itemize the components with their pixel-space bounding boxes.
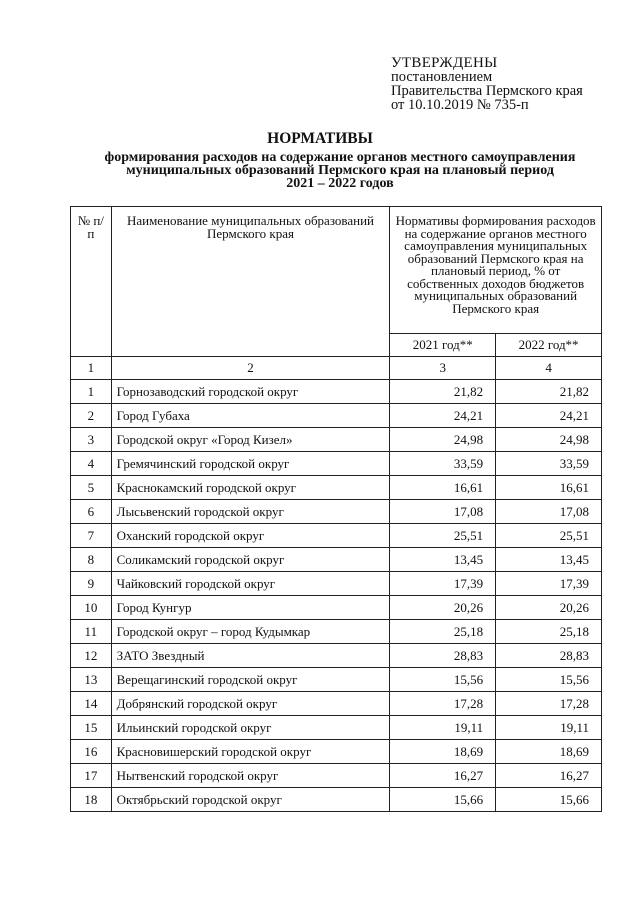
subtitle-line: муниципальных образований Пермского края на плановый период [126, 163, 554, 178]
municipality-name: Краснокамский городской округ [111, 476, 390, 500]
municipality-name: Октябрьский городской округ [111, 788, 390, 812]
approval-line: постановлением [391, 69, 493, 85]
header-num: № п/п [71, 207, 112, 357]
header-name: Наименование муниципальных образований Пермского края [111, 207, 390, 357]
municipality-name: Ильинский городской округ [111, 716, 390, 740]
municipality-name: Городской округ – город Кудымкар [111, 620, 390, 644]
norm-2021: 15,56 [390, 668, 496, 692]
row-number: 3 [71, 428, 112, 452]
column-number: 2 [111, 357, 390, 380]
document-subtitle [70, 151, 610, 190]
norm-2021: 13,45 [390, 548, 496, 572]
municipality-name: ЗАТО Звездный [111, 644, 390, 668]
approval-stamp [391, 56, 583, 112]
row-number: 4 [71, 452, 112, 476]
row-number: 9 [71, 572, 112, 596]
header-norms: Нормативы формирования расходов на содержание органов местного самоуправления муниципальных образований Пермского края на плановый период, % от собственных доходов бюджетов муниципальных образований Пермского края [390, 207, 602, 334]
municipality-name: Горнозаводский городской округ [111, 380, 390, 404]
table-row [71, 524, 602, 548]
norm-2022: 25,18 [496, 620, 602, 644]
municipality-name: Добрянский городской округ [111, 692, 390, 716]
column-number-row [71, 357, 602, 380]
table-row [71, 764, 602, 788]
municipality-name: Нытвенский городской округ [111, 764, 390, 788]
municipality-name: Гремячинский городской округ [111, 452, 390, 476]
norm-2022: 21,82 [496, 380, 602, 404]
norm-2021: 21,82 [390, 380, 496, 404]
row-number: 18 [71, 788, 112, 812]
norm-2022: 15,56 [496, 668, 602, 692]
table-row [71, 500, 602, 524]
norm-2021: 17,08 [390, 500, 496, 524]
norm-2022: 17,28 [496, 692, 602, 716]
table-row [71, 740, 602, 764]
row-number: 12 [71, 644, 112, 668]
row-number: 15 [71, 716, 112, 740]
table-row [71, 572, 602, 596]
subtitle-line: 2021 – 2022 годов [286, 176, 394, 191]
table-row [71, 428, 602, 452]
column-number: 3 [390, 357, 496, 380]
row-number: 2 [71, 404, 112, 428]
municipality-name: Городской округ «Город Кизел» [111, 428, 390, 452]
norm-2021: 25,18 [390, 620, 496, 644]
table-row [71, 476, 602, 500]
table-row [71, 596, 602, 620]
norm-2021: 19,11 [390, 716, 496, 740]
row-number: 7 [71, 524, 112, 548]
norm-2021: 20,26 [390, 596, 496, 620]
municipality-name: Город Кунгур [111, 596, 390, 620]
norm-2022: 16,61 [496, 476, 602, 500]
norm-2021: 16,27 [390, 764, 496, 788]
table-row [71, 380, 602, 404]
table-row [71, 644, 602, 668]
norm-2021: 25,51 [390, 524, 496, 548]
norm-2022: 25,51 [496, 524, 602, 548]
norm-2022: 16,27 [496, 764, 602, 788]
municipality-name: Красновишерский городской округ [111, 740, 390, 764]
norm-2021: 17,28 [390, 692, 496, 716]
norm-2022: 17,08 [496, 500, 602, 524]
table-row [71, 668, 602, 692]
norms-table [70, 206, 602, 812]
norm-2022: 19,11 [496, 716, 602, 740]
municipality-name: Соликамский городской округ [111, 548, 390, 572]
row-number: 13 [71, 668, 112, 692]
row-number: 6 [71, 500, 112, 524]
norm-2021: 24,21 [390, 404, 496, 428]
table-row [71, 452, 602, 476]
table-row [71, 548, 602, 572]
norm-2022: 33,59 [496, 452, 602, 476]
norm-2022: 17,39 [496, 572, 602, 596]
approval-line: Правительства Пермского края [391, 83, 583, 99]
norm-2021: 24,98 [390, 428, 496, 452]
column-number: 4 [496, 357, 602, 380]
subtitle-line: формирования расходов на содержание органов местного самоуправления [104, 150, 576, 165]
row-number: 5 [71, 476, 112, 500]
norm-2022: 18,69 [496, 740, 602, 764]
row-number: 1 [71, 380, 112, 404]
norm-2022: 13,45 [496, 548, 602, 572]
table-row [71, 788, 602, 812]
norm-2021: 28,83 [390, 644, 496, 668]
row-number: 8 [71, 548, 112, 572]
norm-2021: 33,59 [390, 452, 496, 476]
row-number: 14 [71, 692, 112, 716]
norm-2021: 18,69 [390, 740, 496, 764]
table-row [71, 404, 602, 428]
municipality-name: Оханский городской округ [111, 524, 390, 548]
approval-heading: УТВЕРЖДЕНЫ [391, 55, 498, 71]
norm-2021: 15,66 [390, 788, 496, 812]
table-row [71, 692, 602, 716]
municipality-name: Верещагинский городской округ [111, 668, 390, 692]
table-row [71, 716, 602, 740]
norm-2021: 16,61 [390, 476, 496, 500]
municipality-name: Чайковский городской округ [111, 572, 390, 596]
header-year-2021: 2021 год** [390, 334, 496, 357]
norm-2022: 20,26 [496, 596, 602, 620]
row-number: 17 [71, 764, 112, 788]
row-number: 10 [71, 596, 112, 620]
norm-2022: 24,21 [496, 404, 602, 428]
table-row [71, 620, 602, 644]
norm-2021: 17,39 [390, 572, 496, 596]
municipality-name: Лысьвенский городской округ [111, 500, 390, 524]
norm-2022: 15,66 [496, 788, 602, 812]
column-number: 1 [71, 357, 112, 380]
header-year-2022: 2022 год** [496, 334, 602, 357]
norm-2022: 24,98 [496, 428, 602, 452]
row-number: 11 [71, 620, 112, 644]
row-number: 16 [71, 740, 112, 764]
municipality-name: Город Губаха [111, 404, 390, 428]
approval-date: от 10.10.2019 № 735-п [391, 97, 529, 113]
norm-2022: 28,83 [496, 644, 602, 668]
document-title: НОРМАТИВЫ [267, 130, 373, 147]
